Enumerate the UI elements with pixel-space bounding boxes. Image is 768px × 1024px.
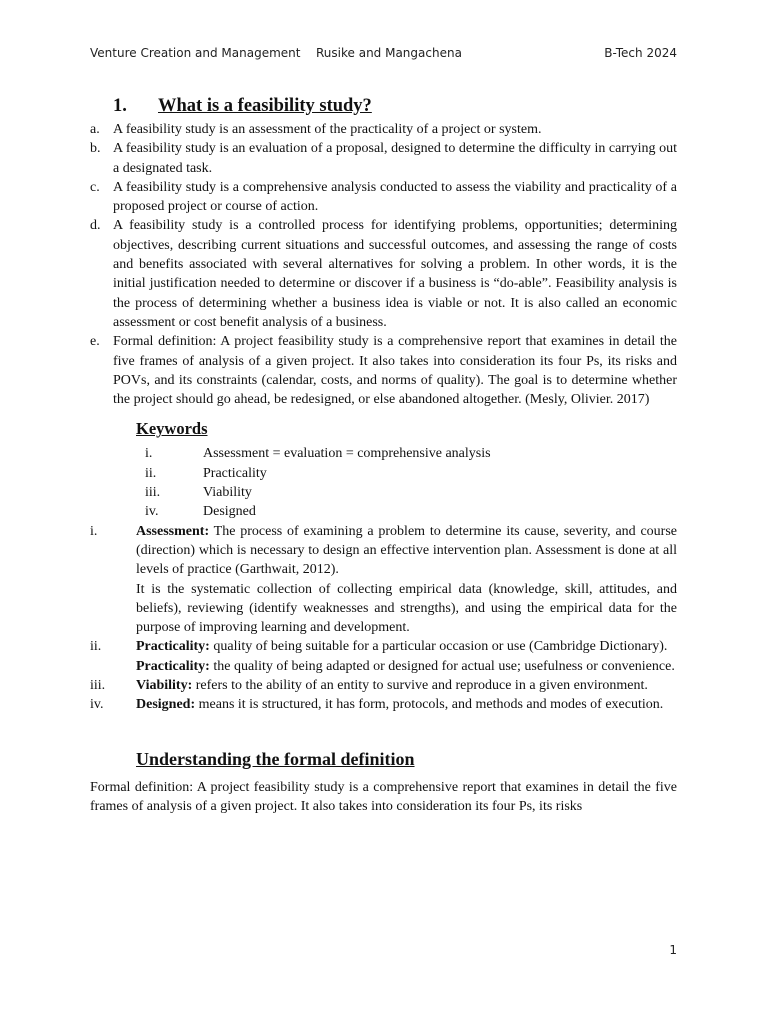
definition-item-practicality xyxy=(90,637,677,676)
list-marker: d. xyxy=(90,218,101,234)
definition-item-assessment xyxy=(90,522,677,638)
list-marker: c. xyxy=(90,179,100,195)
definition-term: Practicality: xyxy=(136,658,210,674)
list-marker: a. xyxy=(90,122,100,137)
section-2-paragraph: Formal definition: A project feasibility study is a comprehensive report that examines in detail the five frames of analysis of a given project. It also takes into consideration its four Ps, its risks xyxy=(90,779,677,814)
list-marker: iv. xyxy=(145,504,159,520)
keyword-item xyxy=(90,444,677,463)
keyword-text: Designed xyxy=(203,504,256,520)
keywords-list xyxy=(90,444,677,521)
keyword-text: Viability xyxy=(203,485,252,501)
list-item xyxy=(90,139,677,178)
definition-text: The process of examining a problem to determine its cause, severity, and course (direction) which is necessary to design an effective intervention plan. Assessment is done at all levels of practice (Garthwait, 2012). xyxy=(136,523,677,578)
keywords-heading: Keywords xyxy=(136,419,208,439)
list-marker: iv. xyxy=(90,697,104,713)
list-marker: b. xyxy=(90,141,101,157)
keyword-item xyxy=(90,464,677,483)
list-marker: i. xyxy=(145,446,153,462)
list-item xyxy=(90,332,677,409)
header-course-title: Venture Creation and Management xyxy=(90,46,301,60)
definition-term: Viability: xyxy=(136,678,193,694)
definition-paragraph xyxy=(136,522,677,580)
keyword-text: Practicality xyxy=(203,465,267,481)
list-marker: ii. xyxy=(90,639,102,655)
definition-term: Practicality: xyxy=(136,639,210,655)
list-item xyxy=(90,178,677,217)
list-marker: e. xyxy=(90,334,100,350)
section-1-heading xyxy=(90,94,677,118)
list-item-text: A feasibility study is a controlled process for identifying problems, opportunities; determining objectives, describing current situations and successful outcomes, and assessing the range of costs and benefits associated with several alternatives for solving a problem. In other words, it is the initial justification needed to determine or discover if a business is “do-able”. Feasibility analysis is the process of determining whether a business idea is viable or not. It is also called an economic assessment or cost benefit analysis of a business. xyxy=(113,218,677,330)
page-number: 1 xyxy=(669,943,677,957)
definition-item-viability xyxy=(90,676,677,695)
definition-term: Assessment: xyxy=(136,523,210,539)
list-marker: i. xyxy=(90,523,98,539)
definition-paragraph xyxy=(136,695,677,714)
list-marker: iii. xyxy=(145,485,161,501)
list-item-text: A feasibility study is an evaluation of a proposal, designed to determine the difficulty in carrying out a designated task. xyxy=(113,141,677,176)
list-item-text: Formal definition: A project feasibility study is a comprehensive report that examines in detail the five frames of analysis of a given project. It also takes into consideration its four Ps, its risks and POVs, and its constraints (calendar, costs, and norms of quality). The goal is to determine whether the project should go ahead, be redesigned, or else abandoned altogether. (Mesly, Olivier. 2017) xyxy=(113,334,677,408)
header-program: B-Tech 2024 xyxy=(604,46,677,60)
definition-paragraph xyxy=(136,637,677,656)
definition-extra: It is the systematic collection of collecting empirical data (knowledge, skill, attitudes, and beliefs), reviewing (identify weaknesses and strengths), and using the empirical data for the purpose of improving learning and development. xyxy=(136,581,677,636)
definition-text: refers to the ability of an entity to survive and reproduce in a given environment. xyxy=(192,678,648,694)
list-item-text: A feasibility study is a comprehensive analysis conducted to assess the viability and practicality of a proposed project or course of action. xyxy=(113,179,677,215)
list-item-text: A feasibility study is an assessment of the practicality of a project or system. xyxy=(113,122,542,137)
section-1-number: 1. xyxy=(113,96,127,116)
definition-paragraph-2 xyxy=(136,657,677,676)
definition-text: means it is structured, it has form, protocols, and methods and modes of execution. xyxy=(195,697,664,713)
header-authors: Rusike and Mangachena xyxy=(316,46,462,60)
list-item xyxy=(90,216,677,332)
list-marker: iii. xyxy=(90,678,106,694)
keyword-item xyxy=(90,502,677,521)
section-1-title: What is a feasibility study? xyxy=(158,96,372,116)
definition-term: Designed: xyxy=(136,697,196,713)
list-item xyxy=(90,120,677,139)
keyword-item xyxy=(90,483,677,502)
keyword-definitions-list xyxy=(90,522,677,715)
document-body xyxy=(90,94,677,816)
definition-text: the quality of being adapted or designed for actual use; usefulness or convenience. xyxy=(209,658,675,674)
definition-item-designed xyxy=(90,695,677,714)
page-header xyxy=(90,46,677,66)
list-marker: ii. xyxy=(145,465,157,481)
definition-paragraph xyxy=(136,676,677,695)
definition-text: quality of being suitable for a particular occasion or use (Cambridge Dictionary). xyxy=(209,639,668,655)
section-2-heading: Understanding the formal definition xyxy=(136,748,415,769)
definitions-list xyxy=(90,120,677,409)
keyword-text: Assessment = evaluation = comprehensive analysis xyxy=(203,446,491,462)
